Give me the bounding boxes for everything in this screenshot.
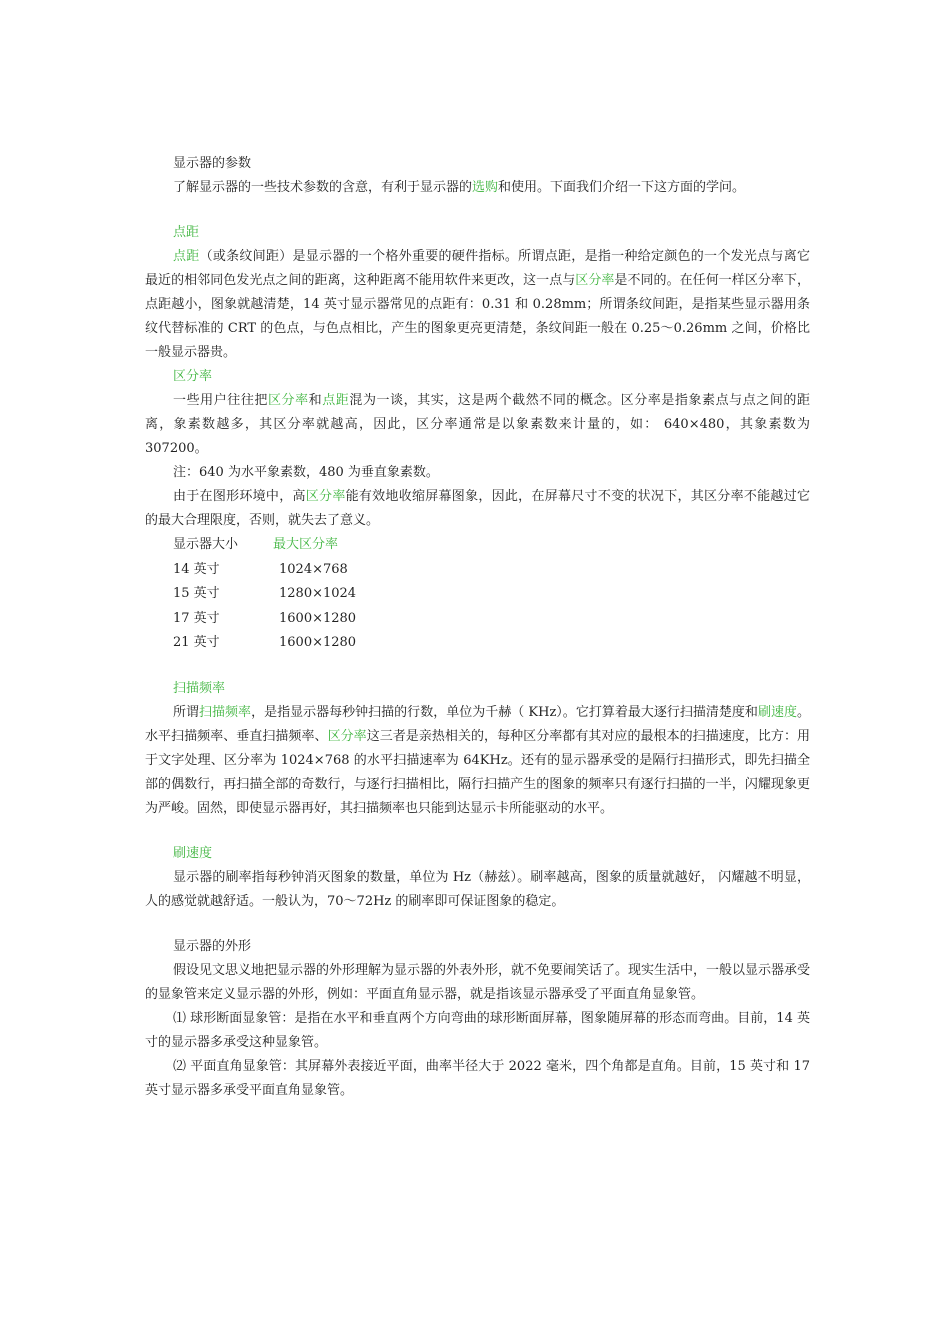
resolution-paragraph-1 — [145, 389, 810, 461]
intro-text: 了解显示器的一些技术参数的含意，有利于显示器的 — [173, 180, 473, 195]
resolution-p2-text-1: 由于在图形环境中，高 — [173, 489, 306, 504]
heading-dot-pitch: 点距 — [173, 225, 200, 240]
link-refresh-rate[interactable]: 刷速度 — [757, 704, 797, 720]
table-cell-resolution: 1280×1024 — [279, 586, 357, 601]
dot-pitch-paragraph — [145, 245, 810, 365]
refresh-paragraph: 显示器的刷率指每秒钟消灭图象的数量，单位为 Hz（赫兹）。刷率越高，图象的质量就越好， 闪耀越不明显，人的感觉就越舒适。一般认为，70～72Hz 的刷率即可保证图象的稳定。 — [145, 869, 810, 909]
intro-paragraph — [145, 176, 810, 200]
heading-monitor-shape: 显示器的外形 — [173, 938, 252, 954]
shape-item-2: ⑵ 平面直角显象管：其屏幕外表接近平面，曲率半径大于 2022 毫米，四个角都是直角。目前，15 英寸和 17 英寸显示器多承受平面直角显象管。 — [145, 1058, 810, 1098]
link-purchase[interactable]: 选购 — [472, 180, 499, 195]
resolution-text-1: 一些用户往往把 — [173, 393, 268, 408]
heading-scan-frequency: 扫描频率 — [173, 680, 226, 696]
scan-text-2: ，是指显示器每秒钟扫描的行数，单位为千赫（ KHz）。它打算着最大逐行扫描清楚度和 — [251, 704, 758, 720]
heading-resolution: 区分率 — [173, 369, 213, 384]
table-cell-size: 14 英寸 — [173, 561, 220, 577]
scan-text-1: 所谓 — [173, 704, 200, 720]
link-resolution-2[interactable]: 区分率 — [267, 393, 309, 408]
spacer — [145, 200, 810, 221]
table-cell-size: 17 英寸 — [173, 610, 220, 626]
table-header-max-resolution[interactable]: 最大区分率 — [273, 537, 339, 552]
resolution-paragraph-2 — [145, 485, 810, 533]
shape-item-1: ⑴ 球形断面显象管：是指在水平和垂直两个方向弯曲的球形断面屏幕，图象随屏幕的形态而弯曲。目前，14 英寸的显示器多承受这种显象管。 — [145, 1010, 810, 1050]
document-title: 显示器的参数 — [173, 156, 252, 171]
link-scan-frequency[interactable]: 扫描频率 — [199, 704, 252, 720]
dot-pitch-text-1: （或条纹间距）是显示器的一个格外重要的硬件指标。所谓点距，是指一种给定颜色的一个发光点与离它最近的相邻同色发光点之间的距离，这种距离不能用软件来更改，这一点与 — [145, 249, 810, 288]
table-cell-resolution: 1024×768 — [279, 561, 348, 577]
table-cell-resolution: 1600×1280 — [279, 610, 357, 626]
resolution-note: 注：640 为水平象素数，480 为垂直象素数。 — [173, 465, 439, 480]
spacer — [145, 656, 810, 677]
table-row — [173, 558, 810, 583]
table-row — [173, 582, 810, 607]
table-row — [173, 607, 810, 632]
resolution-text-2: 和 — [308, 393, 323, 408]
spacer — [145, 821, 810, 842]
intro-text-end: 和使用。下面我们介绍一下这方面的学问。 — [498, 180, 746, 195]
spacer — [145, 914, 810, 935]
table-cell-size: 15 英寸 — [173, 586, 220, 601]
table-row — [173, 631, 810, 656]
heading-refresh-rate: 刷速度 — [173, 845, 213, 861]
link-dot-pitch[interactable]: 点距 — [173, 249, 200, 264]
resolution-text-3: 混为一谈，其实，这是两个截然不同的概念。区分率是指象素点与点之间的距离，象素数越多，其区分率就越高，因此，区分率通常是以象素数来计量的，如： 640×480，其象素数为 307200。 — [145, 393, 810, 456]
resolution-table — [173, 533, 810, 656]
table-header-row — [173, 533, 810, 558]
resolution-p2-text-2: 能有效地收缩屏幕图象，因此，在屏幕尺寸不变的状况下，其区分率不能越过它的最大合理限度，否则，就失去了意义。 — [145, 489, 810, 528]
table-cell-resolution: 1600×1280 — [279, 635, 357, 650]
table-cell-size: 21 英寸 — [173, 635, 220, 650]
link-resolution-3[interactable]: 区分率 — [305, 489, 346, 504]
shape-paragraph: 假设见文思义地把显示器的外形理解为显示器的外表外形，就不免要闹笑话了。现实生活中，一般以显示器承受的显象管来定义显示器的外形，例如：平面直角显示器，就是指该显示器承受了平面直角显象管。 — [145, 962, 811, 1002]
link-dot-pitch-2[interactable]: 点距 — [322, 393, 350, 408]
dot-pitch-text-2: 是不同的。在任何一样区分率下，点距越小，图象就越清楚，14 英寸显示器常见的点距有：0.31 和 0.28mm；所谓条纹间距，是指某些显示器用条纹代替标准的 CRT 的色点，与色点相比，产生的图象更亮更清楚，条纹间距一般在 0.25～0.26mm 之间，价格比一般显示器贵。 — [145, 273, 810, 360]
link-resolution[interactable]: 区分率 — [575, 273, 615, 288]
scan-text-3: 。水平扫描频率、垂直扫描频率、 — [145, 704, 810, 744]
table-header-size: 显示器大小 — [173, 537, 239, 552]
document-page — [145, 152, 810, 1103]
scan-paragraph — [145, 701, 810, 821]
scan-text-4: 这三者是亲热相关的，每种区分率都有其对应的最根本的扫描速度，比方：用于文字处理、区分率为 1024×768 的水平扫描速率为 64KHz。还有的显示器承受的是隔行扫描形式，即先扫描全部的偶数行，再扫描全部的奇数行，与逐行扫描相比，隔行扫描产生的图象的频率只有逐行扫描的一半，闪耀现象更为严峻。固然，即使显示器再好，其扫描频率也只能到达显示卡所能驱动的水平。 — [145, 728, 810, 816]
link-resolution-4[interactable]: 区分率 — [327, 728, 367, 744]
